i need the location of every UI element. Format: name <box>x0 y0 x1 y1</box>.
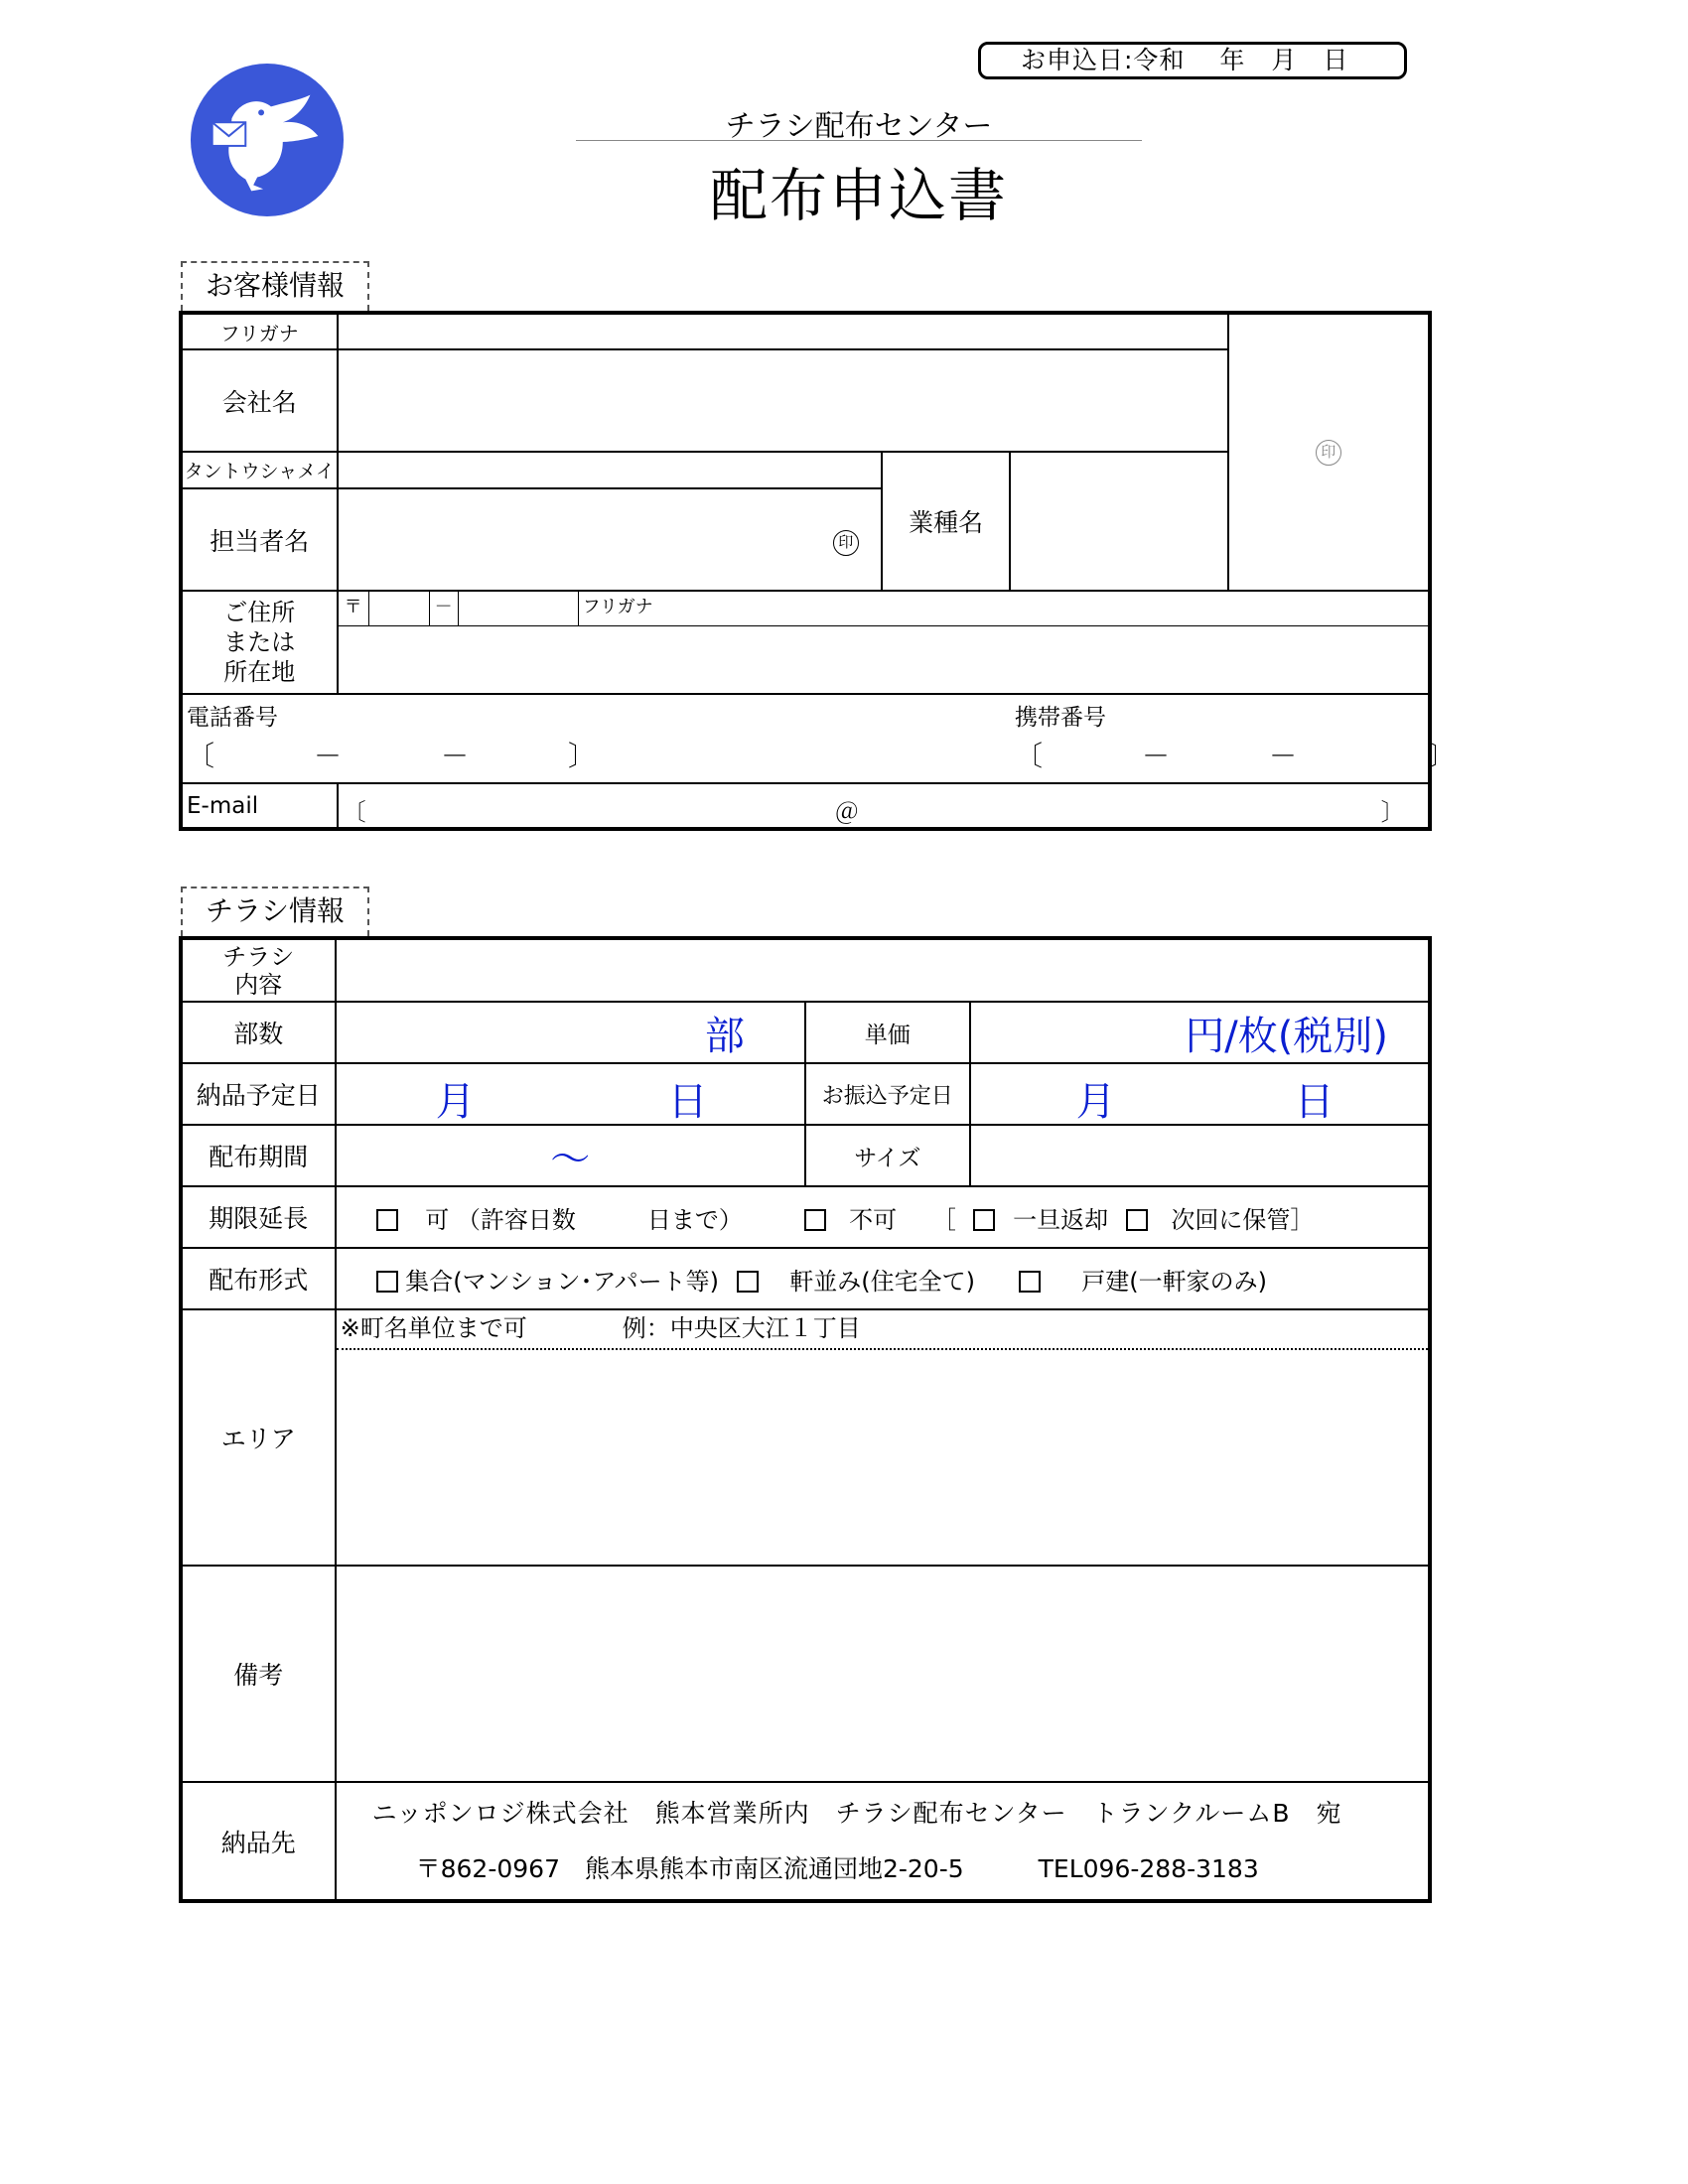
extension-ok-checkbox[interactable] <box>376 1209 398 1231</box>
transfer-month: 月 <box>1075 1079 1116 1125</box>
period-input[interactable] <box>336 1125 805 1186</box>
contact-stamp-icon: 印 <box>833 530 859 556</box>
company-name-input[interactable] <box>338 349 1228 452</box>
customer-info-tab: お客様情報 <box>181 261 369 311</box>
application-date-box <box>978 42 1407 79</box>
bird-logo-icon <box>189 62 346 218</box>
period-label: 配布期間 <box>181 1125 336 1186</box>
quantity-label: 部数 <box>181 1002 336 1063</box>
email-input[interactable] <box>338 783 1430 829</box>
extension-ng-checkbox[interactable] <box>804 1209 826 1231</box>
delivery-day: 日 <box>667 1079 708 1125</box>
quantity-unit: 部 <box>704 1013 745 1059</box>
distribution-type-options <box>336 1248 1430 1309</box>
title-divider <box>576 140 1142 141</box>
application-date-label: お申込日:令和 年 月 日 <box>1021 46 1349 74</box>
transfer-day: 日 <box>1294 1079 1335 1125</box>
extension-return-checkbox[interactable] <box>973 1209 995 1231</box>
email-label: E-mail <box>181 783 338 829</box>
area-note: ※町名単位まで可 例：中央区大江１丁目 <box>337 1310 1428 1350</box>
transfer-date-label: お振込予定日 <box>805 1063 970 1125</box>
unit-price-unit: 円/枚(税別) <box>1185 1013 1388 1059</box>
extension-ok-label: 可 （許容日数 日まで） <box>425 1205 743 1234</box>
customer-info-table <box>179 311 1461 831</box>
type-all-houses-label: 軒並み(住宅全て) <box>789 1267 975 1296</box>
postal-dash: － <box>430 592 459 625</box>
mobile-label: 携帯番号 <box>1015 705 1106 731</box>
address-label: ご住所 または 所在地 <box>181 591 338 694</box>
extension-options <box>336 1186 1430 1248</box>
delivery-date-label: 納品予定日 <box>181 1063 336 1125</box>
extension-bracket: ［ <box>931 1205 956 1234</box>
address-cell[interactable] <box>338 591 1430 694</box>
contact-name-label: 担当者名 <box>181 488 338 591</box>
center-name: チラシ配布センター <box>725 109 993 144</box>
postal-row <box>339 592 1428 626</box>
flyer-info-tab: チラシ情報 <box>181 887 369 936</box>
type-all-houses-checkbox[interactable] <box>737 1271 759 1293</box>
extension-return-label: 一旦返却 <box>1013 1205 1109 1234</box>
type-detached-label: 戸建(一軒家のみ) <box>1081 1267 1268 1296</box>
delivery-month: 月 <box>435 1079 476 1125</box>
contact-name-input[interactable] <box>338 488 882 591</box>
size-label: サイズ <box>805 1125 970 1186</box>
type-apartment-label: 集合(マンション･アパート等) <box>405 1267 719 1296</box>
extension-ng-label: 不可 <box>849 1205 898 1234</box>
distribution-type-label: 配布形式 <box>181 1248 336 1309</box>
email-at: ＠ <box>834 798 859 826</box>
industry-label: 業種名 <box>882 452 1011 591</box>
phone-cell[interactable] <box>181 694 1461 783</box>
delivery-address-line2: 〒862-0967 熊本県熊本市南区流通団地2-20-5 TEL096-288-3183 <box>415 1853 1259 1883</box>
delivery-address-cell <box>336 1782 1430 1901</box>
quantity-input[interactable] <box>336 1002 805 1063</box>
company-name-label: 会社名 <box>181 349 338 452</box>
flyer-content-input[interactable] <box>336 938 1430 1002</box>
remarks-input[interactable] <box>336 1566 1430 1782</box>
flyer-content-label: チラシ 内容 <box>181 938 336 1002</box>
delivery-to-label: 納品先 <box>181 1782 336 1901</box>
postal-code-1[interactable] <box>369 592 430 625</box>
delivery-date-input[interactable] <box>336 1063 805 1125</box>
remarks-label: 備考 <box>181 1566 336 1782</box>
postal-mark: 〒 <box>339 592 369 625</box>
period-tilde: ～ <box>550 1136 591 1182</box>
unit-price-label: 単価 <box>805 1002 970 1063</box>
type-apartment-checkbox[interactable] <box>376 1271 398 1293</box>
email-bracket-right: 〕 <box>1380 798 1405 826</box>
extension-keep-label: 次回に保管］ <box>1171 1205 1315 1234</box>
company-furigana-input[interactable] <box>338 313 1228 349</box>
contact-kana-label: タントウシャメイ <box>181 452 338 488</box>
form-title: 配布申込書 <box>709 162 1008 229</box>
unit-price-input[interactable] <box>970 1002 1430 1063</box>
area-cell[interactable] <box>336 1309 1430 1566</box>
postal-code-2[interactable] <box>459 592 579 625</box>
contact-kana-input[interactable] <box>338 452 882 488</box>
flyer-info-table <box>179 936 1432 1903</box>
email-bracket-left: 〔 <box>342 798 366 826</box>
industry-input[interactable] <box>1010 452 1227 591</box>
transfer-date-input[interactable] <box>970 1063 1430 1125</box>
company-furigana-label: フリガナ <box>181 313 338 349</box>
mobile-format: 〔 － － 〕 <box>1015 740 1461 772</box>
area-label: エリア <box>181 1309 336 1566</box>
extension-keep-checkbox[interactable] <box>1126 1209 1148 1231</box>
address-furigana-label: フリガナ <box>582 597 653 617</box>
phone-label: 電話番号 <box>187 705 278 731</box>
phone-format: 〔 － － 〕 <box>187 740 601 772</box>
extension-label: 期限延長 <box>181 1186 336 1248</box>
size-input[interactable] <box>970 1125 1430 1186</box>
type-detached-checkbox[interactable] <box>1019 1271 1041 1293</box>
company-stamp-icon: 印 <box>1316 440 1341 466</box>
company-stamp-area <box>1228 313 1430 591</box>
delivery-address-line1: ニッポンロジ株式会社 熊本営業所内 チラシ配布センター トランクルームB 宛 <box>371 1798 1342 1828</box>
